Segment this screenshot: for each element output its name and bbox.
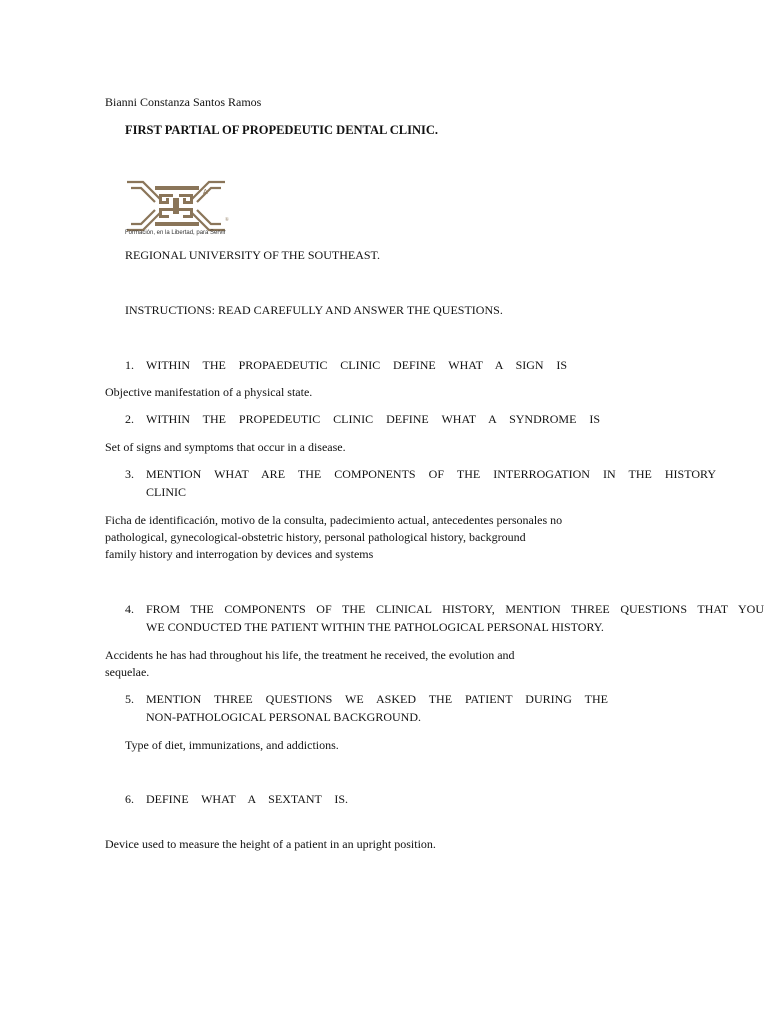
question-number: 5.: [125, 692, 134, 706]
answer-2: Set of signs and symptoms that occur in a disease.: [105, 440, 346, 454]
trademark-mark: ®: [225, 218, 229, 223]
answer-line: family history and interrogation by devices and systems: [105, 547, 374, 561]
answer-6: Device used to measure the height of a patient in an upright position.: [105, 837, 436, 851]
question-text-line-1: MENTION WHAT ARE THE COMPONENTS OF THE INTERROGATION IN THE HISTORY: [146, 467, 716, 481]
question-number: 2.: [125, 412, 134, 426]
question-text: WITHIN THE PROPEDEUTIC CLINIC DEFINE WHAT A SYNDROME IS: [146, 412, 600, 426]
instructions: INSTRUCTIONS: READ CAREFULLY AND ANSWER THE QUESTIONS.: [125, 303, 503, 317]
question-text-line-2: NON-PATHOLOGICAL PERSONAL BACKGROUND.: [146, 710, 422, 724]
author-name: Bianni Constanza Santos Ramos: [105, 95, 262, 109]
question-text-line-1: MENTION THREE QUESTIONS WE ASKED THE PATIENT DURING THE: [146, 692, 608, 706]
page-title: FIRST PARTIAL OF PROPEDEUTIC DENTAL CLINIC.: [125, 123, 439, 137]
logo-tagline: Formación, en la Libertad, para Servir: [125, 230, 226, 236]
answer-line: Ficha de identificación, motivo de la consulta, padecimiento actual, antecedentes personales no: [105, 513, 563, 527]
answer-line: Accidents he has had throughout his life, the treatment he received, the evolution and: [105, 648, 515, 662]
question-text: DEFINE WHAT A SEXTANT IS.: [146, 792, 348, 806]
question-number: 4.: [125, 602, 134, 616]
question-text: WITHIN THE PROPAEDEUTIC CLINIC DEFINE WHAT A SIGN IS: [146, 358, 567, 372]
question-text-line-2: CLINIC: [146, 485, 186, 499]
question-number: 1.: [125, 358, 134, 372]
answer-line: sequelae.: [105, 665, 150, 679]
university-logo: [125, 178, 231, 240]
answer-line: pathological, gynecological-obstetric history, personal pathological history, background: [105, 530, 526, 544]
answer-1: Objective manifestation of a physical state.: [105, 385, 313, 399]
question-text-line-2: WE CONDUCTED THE PATIENT WITHIN THE PATHOLOGICAL PERSONAL HISTORY.: [146, 620, 604, 634]
university-name: REGIONAL UNIVERSITY OF THE SOUTHEAST.: [125, 248, 380, 262]
svg-text:A: A: [203, 189, 208, 196]
question-number: 3.: [125, 467, 134, 481]
question-number: 6.: [125, 792, 134, 806]
question-text-line-1: FROM THE COMPONENTS OF THE CLINICAL HISTORY, MENTION THREE QUESTIONS THAT YOU: [146, 602, 764, 616]
answer-5: Type of diet, immunizations, and addictions.: [125, 738, 339, 752]
